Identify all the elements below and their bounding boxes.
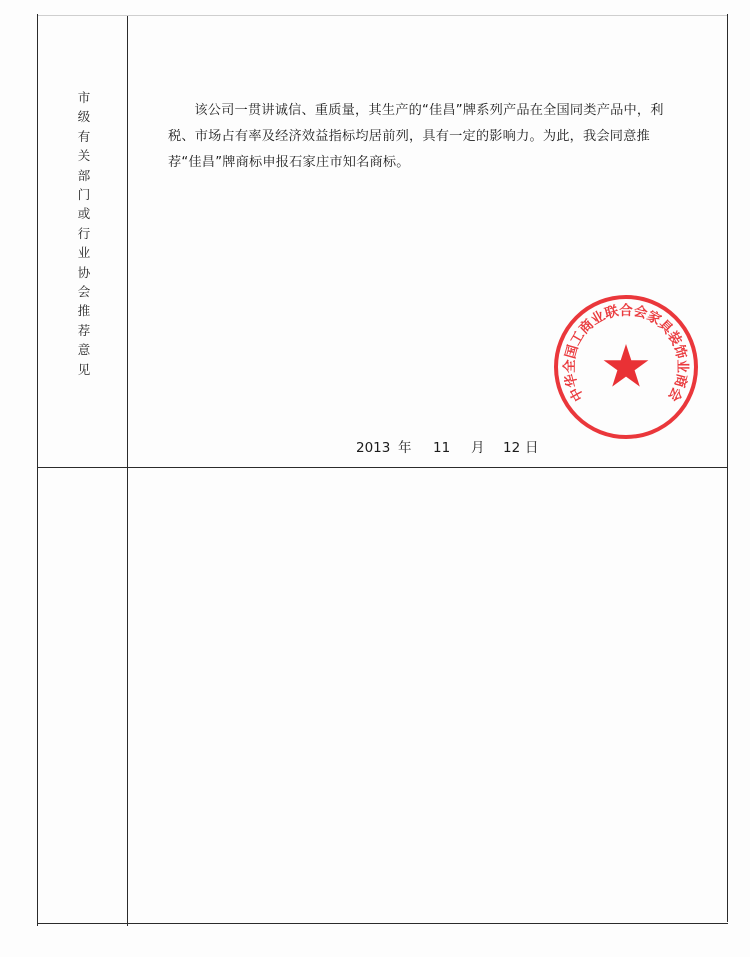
- date-day: 12: [503, 440, 521, 456]
- date-year: 2013: [356, 440, 391, 456]
- seal-lettering: 中华全国工商业联合会家具装饰业商会: [561, 302, 691, 404]
- left-border: [37, 14, 38, 926]
- row-label-recommendation: 市级有关部门或行业协会推荐意见: [77, 90, 91, 377]
- signature-date: [356, 436, 539, 456]
- top-border: [38, 15, 728, 16]
- bottom-border: [37, 923, 728, 924]
- row-divider: [37, 467, 728, 468]
- date-month: 11: [433, 440, 451, 456]
- label-column-divider: [127, 16, 128, 926]
- date-month-unit: 月: [471, 440, 485, 456]
- date-day-unit: 日: [525, 440, 539, 456]
- recommendation-paragraph: 该公司一贯讲诚信、重质量，其生产的“佳昌”牌系列产品在全国同类产品中，利税、市场占有率及经济效益指标均居前列，具有一定的影响力。为此，我会同意推荐“佳昌”牌商标申报石家庄市知名商标。: [168, 103, 664, 170]
- red-star-seal-icon: [551, 292, 701, 442]
- date-year-unit: 年: [398, 440, 412, 456]
